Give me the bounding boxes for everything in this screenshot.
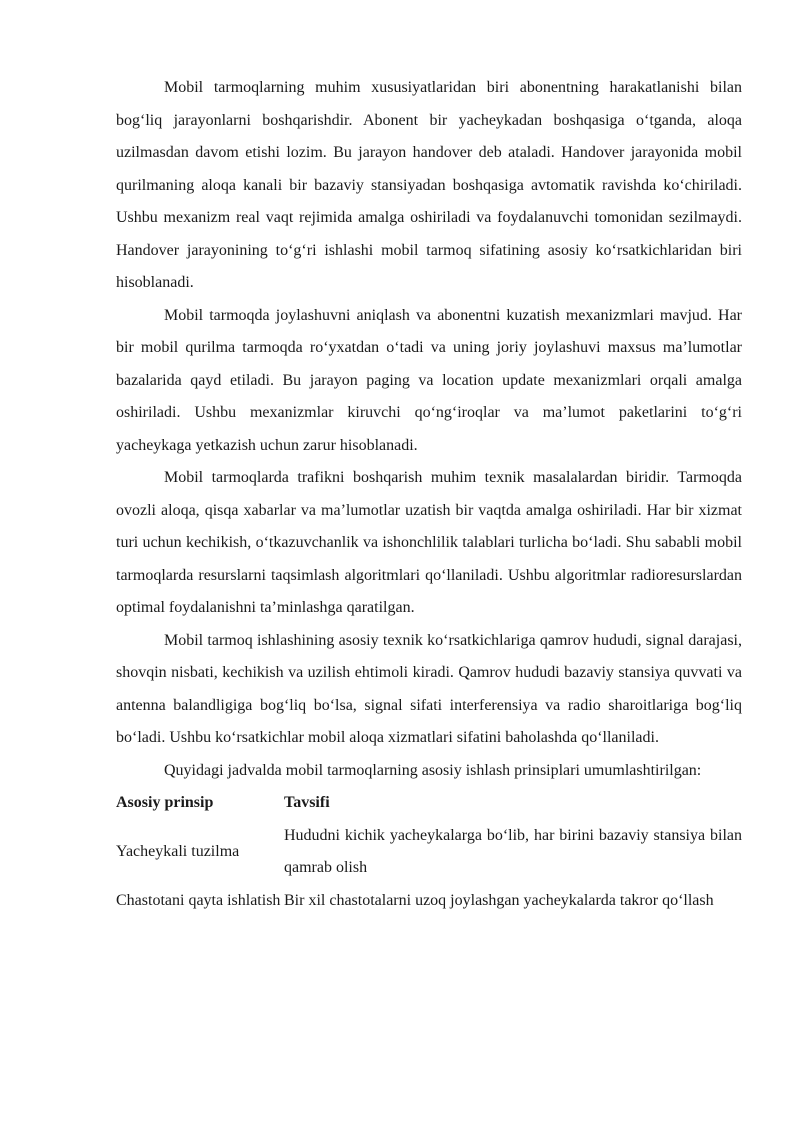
- table-row: [116, 885, 742, 918]
- table-row: [116, 820, 742, 885]
- table-header-description: Tavsifi: [284, 794, 330, 811]
- table-cell-principle: Yacheykali tuzilma: [116, 842, 240, 860]
- principles-table: [116, 787, 742, 917]
- paragraph-handover: Mobil tarmoqlarning muhim xususiyatlaridan biri abonentning harakatlanishi bilan bog‘liq jarayonlarni boshqarishdir. Abonent bir yacheykadan boshqasiga o‘tganda, aloqa uzilmasdan davom etishi lozim. Bu jarayon handover deb ataladi. Handover jarayonida mobil qurilmaning aloqa kanali bir bazaviy stansiyadan boshqasiga avtomatik ravishda ko‘chiriladi. Ushbu mexanizm real vaqt rejimida amalga oshiriladi va foydalanuvchi tomonidan sezilmaydi. Handover jarayonining to‘g‘ri ishlashi mobil tarmoq sifatining asosiy ko‘rsatkichlaridan biri hisoblanadi.: [116, 79, 742, 291]
- table-cell-principle: Chastotani qayta ishlatish: [116, 891, 281, 909]
- paragraph-technical-indicators: Mobil tarmoq ishlashining asosiy texnik ko‘rsatkichlariga qamrov hududi, signal darajasi, shovqin nisbati, kechikish va uzilish ehtimoli kiradi. Qamrov hududi bazaviy stansiya quvvati va antenna balandligiga bog‘liq bo‘lsa, signal sifati interferensiya va radio sharoitlariga bog‘liq bo‘ladi. Ushbu ko‘rsatkichlar mobil aloqa xizmatlari sifatini baholashda qo‘llaniladi.: [116, 631, 742, 746]
- paragraph-traffic-management: Mobil tarmoqlarda trafikni boshqarish muhim texnik masalalardan biridir. Tarmoqda ovozli aloqa, qisqa xabarlar va ma’lumotlar uzatish bir vaqtda amalga oshiriladi. Har bir xizmat turi uchun kechikish, o‘tkazuvchanlik va ishonchlilik talablari turlicha bo‘ladi. Shu sababli mobil tarmoqlarda resurslarni taqsimlash algoritmlari qo‘llaniladi. Ushbu algoritmlar radioresurslardan optimal foydalanishni ta’minlashga qaratilgan.: [116, 469, 742, 616]
- document-page: [116, 72, 742, 917]
- table-cell-description: Hududni kichik yacheykalarga bo‘lib, har birini bazaviy stansiya bilan qamrab olish: [284, 826, 742, 876]
- table-cell-description: Bir xil chastotalarni uzoq joylashgan yacheykalarda takror qo‘llash: [284, 891, 714, 909]
- paragraph-location-tracking: Mobil tarmoqda joylashuvni aniqlash va abonentni kuzatish mexanizmlari mavjud. Har bir mobil qurilma tarmoqda ro‘yxatdan o‘tadi va uning joriy joylashuvi maxsus ma’lumotlar bazalarida qayd etiladi. Bu jarayon paging va location update mexanizmlari orqali amalga oshiriladi. Ushbu mexanizmlar kiruvchi qo‘ng‘iroqlar va ma’lumot paketlarini to‘g‘ri yacheykaga yetkazish uchun zarur hisoblanadi.: [116, 306, 742, 454]
- table-header-row: [116, 787, 742, 820]
- paragraph-table-intro: Quyidagi jadvalda mobil tarmoqlarning asosiy ishlash prinsiplari umumlashtirilgan:: [164, 761, 702, 779]
- table-header-principle: Asosiy prinsip: [116, 794, 214, 811]
